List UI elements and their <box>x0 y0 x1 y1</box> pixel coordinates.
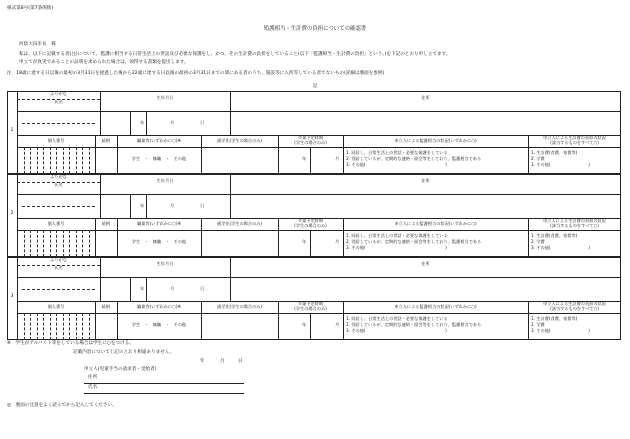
name-field[interactable] <box>22 123 95 124</box>
divider <box>17 230 621 231</box>
id-digit-cell[interactable] <box>69 230 70 257</box>
expense-header-sub: (該当するものをすべて○) <box>550 140 599 145</box>
applicant-name-line[interactable] <box>84 393 244 394</box>
document-title: 監護相当・生計費の負担についての確認書 <box>263 26 367 32</box>
relation-label: 続柄 <box>101 138 111 143</box>
footer-note: ◎ 裏面の注意をよく読んでから記入してください。 <box>7 403 117 408</box>
id-digit-cell[interactable] <box>30 230 31 257</box>
divider <box>130 111 131 135</box>
id-digit-cell[interactable] <box>50 147 51 174</box>
care-option-2[interactable]: 2. 別居しているが、定期的な連絡・面会等をしており、監護相当である <box>346 239 482 244</box>
graduation-header: 卒業予定時期 <box>297 135 324 140</box>
expense-option-2[interactable]: 2. 学費 <box>531 239 545 244</box>
occupation-header: 職業等(いずれかに○)※ <box>137 138 181 143</box>
addressee: 河陰大田市長 様 <box>19 42 56 47</box>
birthdate-label: 生年月日 <box>156 95 174 100</box>
graduation-header: 卒業予定時期 <box>297 218 324 223</box>
id-digit-cell[interactable] <box>43 313 44 340</box>
care-option-1[interactable]: 1. 同居し、日常生活上の世話・必要な保護をしている <box>346 316 448 321</box>
furigana-label: ふりがな <box>50 91 67 96</box>
care-option-3[interactable]: 3. その他( ) <box>346 162 447 167</box>
entry-index: 1 <box>10 128 14 133</box>
birth-year-label: 年 <box>140 203 145 208</box>
name-label: 氏名 <box>54 182 63 187</box>
note-line: 注 18歳に達する日以後の最初の3月31日を経過した後から22歳に達する日以後の最初の3月31日までの間にある者のうち、施設等に入所等している者でないもの(詳細は裏面を参照) <box>7 71 385 76</box>
occupation-options[interactable]: 学生 ・ 無職 ・ その他 <box>131 322 187 327</box>
name-label: 氏名 <box>54 265 63 270</box>
divider <box>146 277 147 301</box>
expense-option-1[interactable]: 1. 生計費(食費、家賃等) <box>531 316 578 321</box>
id-digit-cell[interactable] <box>37 147 38 174</box>
id-digit-cell[interactable] <box>76 230 77 257</box>
entry-index: 3 <box>10 294 14 299</box>
care-header: 申立人による監護相当の状況(いずれかに○) <box>394 221 477 226</box>
expense-header: 申立人による生計費の負担の状況 <box>543 301 606 306</box>
applicant-address-line[interactable] <box>84 383 244 384</box>
name-field[interactable] <box>22 206 95 207</box>
expense-header-sub: (該当するものをすべて○) <box>550 306 599 311</box>
address-label: 住所 <box>421 178 430 183</box>
student-note: ※ 学生がアルバイト等をしている場合は学生に○をつける。 <box>7 341 134 346</box>
school-header: 通学先(学生の場合のみ) <box>216 304 263 309</box>
care-header: 申立人による監護相当の状況(いずれかに○) <box>394 304 477 309</box>
id-digit-cell[interactable] <box>82 313 83 340</box>
birth-day-label: 日 <box>200 203 205 208</box>
intro-line-2: 申立てが真実であることの証明を求められた場合は、领得する書類を提出します。 <box>19 60 189 65</box>
id-digit-cell[interactable] <box>69 313 70 340</box>
name-label: 氏名 <box>54 99 63 104</box>
divider <box>310 230 311 257</box>
id-digit-cell[interactable] <box>50 230 51 257</box>
form-number: 様式第8号(第7条関係) <box>7 6 54 11</box>
graduation-year: 年 <box>302 239 307 244</box>
birth-day-label: 日 <box>200 120 205 125</box>
birth-month-label: 月 <box>170 203 175 208</box>
id-digit-cell[interactable] <box>89 147 90 174</box>
expense-option-3[interactable]: 3. その他( ) <box>531 328 590 333</box>
graduation-month: 月 <box>335 239 340 244</box>
graduation-header: 卒業予定時期 <box>297 301 324 306</box>
graduation-month: 月 <box>335 322 340 327</box>
furigana-label: ふりがな <box>50 174 67 179</box>
birthdate-label: 生年月日 <box>156 261 174 266</box>
id-number-label: 個人番号 <box>47 304 65 309</box>
id-digit-cell[interactable] <box>50 313 51 340</box>
address-label: 住所 <box>421 261 430 266</box>
relation-label: 続柄 <box>101 304 111 309</box>
school-header: 通学先(学生の場合のみ) <box>216 138 263 143</box>
id-digit-cell[interactable] <box>24 230 25 257</box>
ki-label: 記 <box>312 84 318 89</box>
id-digit-cell[interactable] <box>63 313 64 340</box>
expense-header: 申立人による生計費の負担の状況 <box>543 218 606 223</box>
id-digit-cell[interactable] <box>76 147 77 174</box>
occupation-header: 職業等(いずれかに○)※ <box>137 221 181 226</box>
birth-day-label: 日 <box>200 286 205 291</box>
graduation-header-sub: (学生の場合のみ) <box>294 140 327 145</box>
furigana-label: ふりがな <box>50 257 67 262</box>
date-year: 年 <box>200 359 205 364</box>
id-digit-cell[interactable] <box>24 313 25 340</box>
expense-option-3[interactable]: 3. その他( ) <box>531 245 590 250</box>
care-option-1[interactable]: 1. 同居し、日常生活上の世話・必要な保護をしている <box>346 233 448 238</box>
id-digit-cell[interactable] <box>63 147 64 174</box>
care-header: 申立人による監護相当の状況(いずれかに○) <box>394 138 477 143</box>
care-option-3[interactable]: 3. その他( ) <box>346 328 447 333</box>
id-digit-cell[interactable] <box>30 147 31 174</box>
divider <box>130 277 131 301</box>
id-digit-cell[interactable] <box>56 230 57 257</box>
intro-line-1: 私は、以下に記載する者(注)について、監護に相当する日常生活上の世話及び必要な保護をし、かつ、その生計費の負担をしていること(以下「監護相当・生計費の負担」という。)を下記のとおり申し立てます。 <box>19 52 451 57</box>
divider <box>146 111 147 135</box>
divider <box>17 194 621 195</box>
date-day: 日 <box>238 359 243 364</box>
graduation-header-sub: (学生の場合のみ) <box>294 306 327 311</box>
expense-option-3[interactable]: 3. その他( ) <box>531 162 590 167</box>
birth-month-label: 月 <box>170 286 175 291</box>
birth-year-label: 年 <box>140 286 145 291</box>
divider <box>310 147 311 174</box>
name-field[interactable] <box>22 289 95 290</box>
id-digit-cell[interactable] <box>89 230 90 257</box>
divider <box>17 147 621 148</box>
expense-header: 申立人による生計費の負担の状況 <box>543 135 606 140</box>
id-digit-cell[interactable] <box>37 313 38 340</box>
care-option-2[interactable]: 2. 別居しているが、定期的な連絡・面会等をしており、監護相当である <box>346 156 482 161</box>
id-digit-cell[interactable] <box>30 313 31 340</box>
id-number-label: 個人番号 <box>47 138 65 143</box>
id-digit-cell[interactable] <box>89 313 90 340</box>
address-label: 住所 <box>421 95 430 100</box>
divider <box>17 277 621 278</box>
graduation-month: 月 <box>335 156 340 161</box>
divider <box>17 313 621 314</box>
birthdate-label: 生年月日 <box>156 178 174 183</box>
divider <box>130 194 131 218</box>
relation-label: 続柄 <box>101 221 111 226</box>
id-digit-cell[interactable] <box>82 230 83 257</box>
care-option-1[interactable]: 1. 同居し、日常生活上の世話・必要な保護をしている <box>346 150 448 155</box>
birth-month-label: 月 <box>170 120 175 125</box>
id-digit-cell[interactable] <box>56 313 57 340</box>
applicant-label: 申立人(児童手当の請求者・受給者) <box>84 367 157 372</box>
id-digit-cell[interactable] <box>24 147 25 174</box>
entry-index: 2 <box>10 211 14 216</box>
graduation-header-sub: (学生の場合のみ) <box>294 223 327 228</box>
occupation-header: 職業等(いずれかに○)※ <box>137 304 181 309</box>
graduation-year: 年 <box>302 322 307 327</box>
id-digit-cell[interactable] <box>43 147 44 174</box>
care-option-3[interactable]: 3. その他( ) <box>346 245 447 250</box>
expense-option-2[interactable]: 2. 学費 <box>531 156 545 161</box>
birth-year-label: 年 <box>140 120 145 125</box>
id-digit-cell[interactable] <box>37 230 38 257</box>
care-option-2[interactable]: 2. 別居しているが、定期的な連絡・面会等をしており、監護相当である <box>346 322 482 327</box>
confirm-text: 記載内容について上記のとおり相違ありません。 <box>73 350 175 355</box>
divider <box>146 194 147 218</box>
divider <box>310 313 311 340</box>
id-number-label: 個人番号 <box>47 221 65 226</box>
occupation-options[interactable]: 学生 ・ 無職 ・ その他 <box>131 239 187 244</box>
school-header: 通学先(学生の場合のみ) <box>216 221 263 226</box>
applicant-name-label: 氏名 <box>88 385 98 390</box>
applicant-address-label: 住所 <box>88 375 98 380</box>
occupation-options[interactable]: 学生 ・ 無職 ・ その他 <box>131 156 187 161</box>
id-digit-cell[interactable] <box>69 147 70 174</box>
expense-header-sub: (該当するものをすべて○) <box>550 223 599 228</box>
graduation-year: 年 <box>302 156 307 161</box>
id-digit-cell[interactable] <box>43 230 44 257</box>
date-month: 月 <box>220 359 225 364</box>
divider <box>17 111 621 112</box>
id-digit-cell[interactable] <box>63 230 64 257</box>
id-digit-cell[interactable] <box>56 147 57 174</box>
expense-option-1[interactable]: 1. 生計費(食費、家賃等) <box>531 233 578 238</box>
id-digit-cell[interactable] <box>76 313 77 340</box>
expense-option-2[interactable]: 2. 学費 <box>531 322 545 327</box>
expense-option-1[interactable]: 1. 生計費(食費、家賃等) <box>531 150 578 155</box>
id-digit-cell[interactable] <box>82 147 83 174</box>
